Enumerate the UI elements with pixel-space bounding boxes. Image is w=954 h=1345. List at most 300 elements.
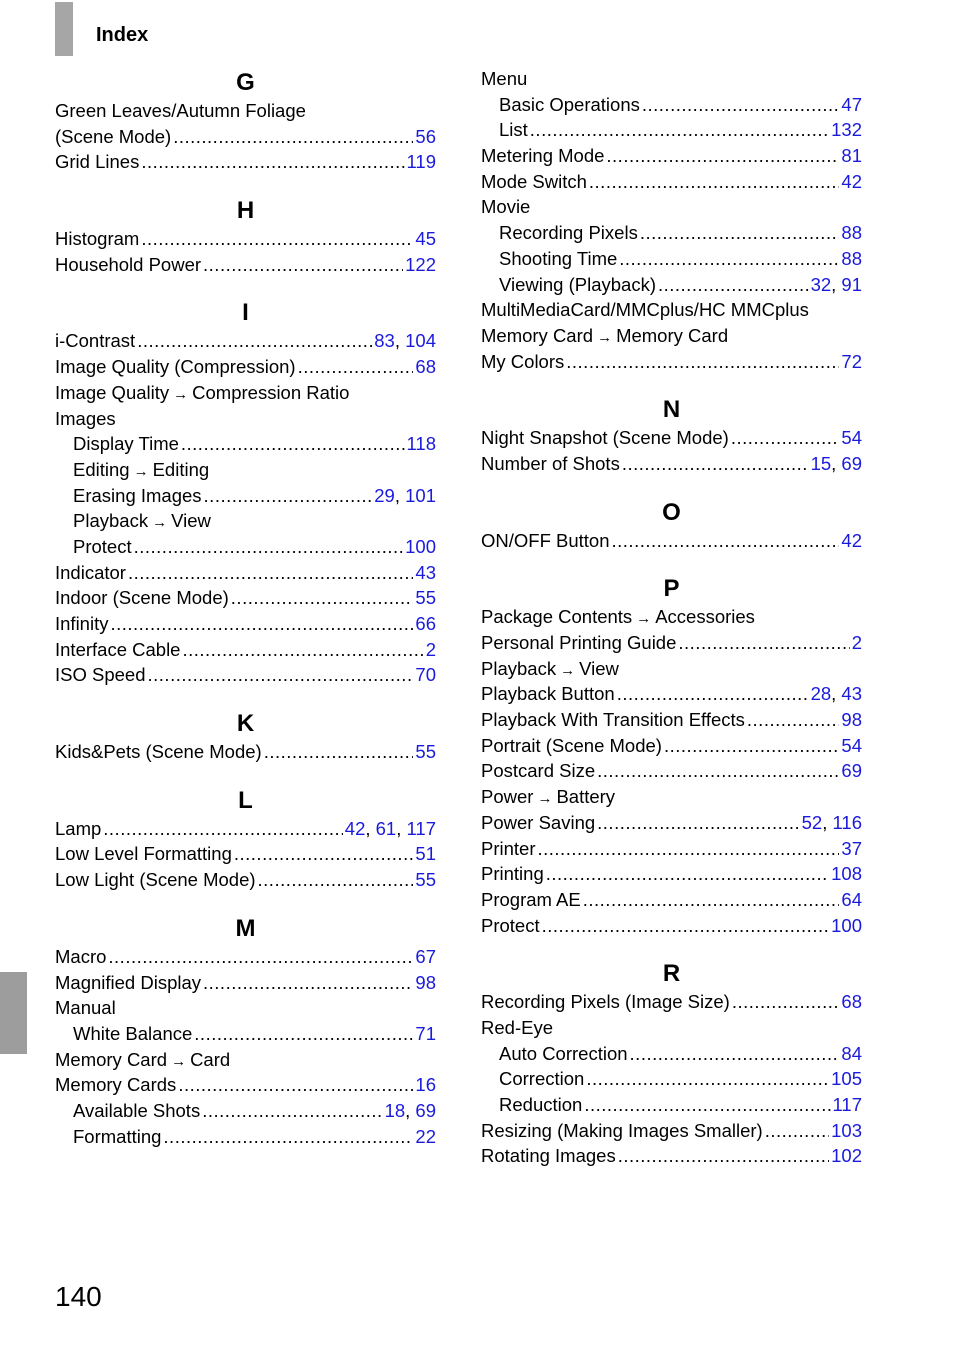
- page-link[interactable]: 16: [415, 1074, 436, 1096]
- entry-name: Images: [55, 407, 116, 429]
- leader-dots: [731, 425, 840, 451]
- index-entry: [481, 604, 862, 630]
- page-refs: 28, 43: [810, 683, 862, 705]
- index-entry: [481, 272, 862, 298]
- see-reference: Card: [190, 1048, 231, 1070]
- section-letter: L: [238, 786, 253, 814]
- index-entry: [481, 528, 862, 554]
- page-link[interactable]: 70: [415, 664, 436, 686]
- page-link[interactable]: 88: [841, 222, 862, 244]
- entry-name: Lamp: [55, 817, 102, 839]
- entry-name: Macro: [55, 945, 107, 967]
- index-entry: [481, 1118, 862, 1144]
- entry-name: Correction: [499, 1068, 585, 1090]
- page-refs: [407, 431, 437, 457]
- entry-name: ON/OFF Button: [481, 529, 610, 551]
- leader-dots: [642, 92, 840, 118]
- see-reference: Memory Card: [616, 324, 729, 346]
- entry-name: Magnified Display: [55, 971, 202, 993]
- index-entry: [55, 662, 436, 688]
- index-entry: [55, 252, 436, 278]
- index-entry: [55, 149, 436, 175]
- page-link[interactable]: 103: [831, 1119, 862, 1141]
- index-entry: [55, 328, 436, 354]
- index-entry: [55, 1047, 436, 1073]
- page-link[interactable]: 84: [841, 1042, 862, 1064]
- page-refs: [841, 528, 862, 554]
- see-reference: Accessories: [655, 606, 755, 628]
- entry-name: Interface Cable: [55, 638, 181, 660]
- page-refs: [831, 1066, 862, 1092]
- see-arrow-icon: →: [171, 1052, 187, 1070]
- page-refs: [426, 637, 436, 663]
- leader-dots: [538, 836, 840, 862]
- leader-dots: [678, 630, 849, 656]
- page-refs: [407, 149, 437, 175]
- index-entry: [481, 169, 862, 195]
- page-link[interactable]: 47: [841, 93, 862, 115]
- page-link[interactable]: 118: [406, 433, 436, 455]
- page-link[interactable]: 55: [415, 587, 436, 609]
- page-refs: [415, 1072, 436, 1098]
- entry-name: Recording Pixels: [499, 222, 638, 244]
- page-link[interactable]: 122: [405, 253, 436, 275]
- leader-dots: [103, 816, 343, 842]
- page-refs: 42, 61, 117: [344, 817, 436, 839]
- page-link[interactable]: 72: [841, 350, 862, 372]
- page-refs: [831, 1118, 862, 1144]
- entry-name: Indicator: [55, 561, 126, 583]
- leader-dots: [231, 585, 414, 611]
- see-arrow-icon: →: [133, 462, 149, 480]
- leader-dots: [584, 1092, 830, 1118]
- leader-dots: [619, 246, 839, 272]
- index-entry: [481, 194, 862, 220]
- index-entry: [55, 970, 436, 996]
- entry-name: Movie: [481, 196, 531, 218]
- entry-name: My Colors: [481, 350, 565, 372]
- entry-name: Protect: [481, 914, 540, 936]
- entry-name: Shooting Time: [499, 247, 618, 269]
- leader-dots: [141, 226, 413, 252]
- leader-dots: [173, 124, 413, 150]
- header-bar: [55, 2, 73, 56]
- entry-name: Portrait (Scene Mode): [481, 734, 662, 756]
- page-refs: [841, 246, 862, 272]
- page-link[interactable]: 42: [841, 529, 862, 551]
- leader-dots: [586, 1066, 829, 1092]
- page-link[interactable]: 28: [810, 683, 832, 705]
- page-link[interactable]: 55: [415, 869, 436, 891]
- entry-name: Night Snapshot (Scene Mode): [481, 427, 729, 449]
- index-entry: [55, 508, 436, 534]
- leader-dots: [617, 681, 809, 707]
- page-refs: [833, 1092, 863, 1118]
- index-entry: [55, 944, 436, 970]
- index-entry: [481, 349, 862, 375]
- index-entry: [55, 354, 436, 380]
- entry-name: i-Contrast: [55, 330, 136, 352]
- page-refs: [415, 867, 436, 893]
- index-entry: [55, 406, 436, 432]
- leader-dots: [546, 861, 829, 887]
- entry-name: Image Quality: [55, 381, 170, 403]
- index-entry: [481, 92, 862, 118]
- page-refs: 32, 91: [810, 273, 862, 295]
- page-refs: [831, 1143, 862, 1169]
- page-link[interactable]: 98: [415, 971, 436, 993]
- page-link[interactable]: 69: [415, 1099, 436, 1121]
- leader-dots: [258, 867, 414, 893]
- index-entry: [481, 810, 862, 836]
- index-entry: [481, 707, 862, 733]
- page-link[interactable]: 54: [841, 427, 862, 449]
- page-refs: 15, 69: [810, 452, 862, 474]
- index-entry: [55, 611, 436, 637]
- page-refs: [415, 124, 436, 150]
- page-link[interactable]: 43: [841, 683, 862, 705]
- index-entry: [481, 1143, 862, 1169]
- leader-dots: [640, 220, 840, 246]
- leader-dots: [203, 252, 403, 278]
- page-link[interactable]: 52: [801, 811, 823, 833]
- entry-name: Playback Button: [481, 683, 615, 705]
- leader-dots: [566, 349, 839, 375]
- leader-dots: [134, 534, 404, 560]
- section-letter: R: [662, 960, 681, 988]
- entry-name: Editing: [73, 458, 130, 480]
- page-refs: [405, 534, 436, 560]
- page-link[interactable]: 43: [415, 561, 436, 583]
- index-entry: [481, 1092, 862, 1118]
- page-refs: [415, 944, 436, 970]
- page-refs: [415, 970, 436, 996]
- index-entry: [481, 323, 862, 349]
- leader-dots: [234, 841, 414, 867]
- page-link[interactable]: 98: [841, 709, 862, 731]
- page-link[interactable]: 66: [415, 613, 436, 634]
- entry-name: Basic Operations: [499, 93, 640, 115]
- page-refs: [415, 1124, 436, 1150]
- index-entry: [481, 1041, 862, 1067]
- leader-dots: [264, 739, 414, 765]
- page-link[interactable]: 55: [415, 741, 436, 763]
- entry-name: Number of Shots: [481, 452, 620, 474]
- see-reference: View: [579, 657, 619, 679]
- page-link[interactable]: 105: [831, 1068, 862, 1090]
- entry-name: MultiMediaCard/MMCplus/HC MMCplus: [481, 299, 809, 321]
- entry-name: Image Quality (Compression): [55, 356, 296, 378]
- page-refs: [415, 585, 436, 611]
- entry-name: Green Leaves/Autumn Foliage: [55, 100, 306, 121]
- leader-dots: [597, 758, 839, 784]
- page-refs: 52, 116: [801, 811, 862, 833]
- see-arrow-icon: →: [597, 328, 613, 346]
- page-refs: [831, 117, 862, 143]
- page-link[interactable]: 42: [344, 817, 366, 839]
- page-link[interactable]: 37: [841, 837, 862, 859]
- index-entry: [55, 585, 436, 611]
- section-letter: O: [662, 498, 681, 526]
- leader-dots: [630, 1041, 840, 1067]
- side-tab: [0, 972, 27, 1054]
- see-reference: View: [171, 510, 211, 532]
- page-link[interactable]: 2: [851, 632, 862, 653]
- page-refs: [841, 169, 862, 195]
- page-refs: [841, 143, 862, 169]
- index-entry: [55, 560, 436, 586]
- page-link[interactable]: 29: [374, 484, 395, 506]
- leader-dots: [128, 560, 413, 586]
- leader-dots: [589, 169, 840, 195]
- leader-dots: [194, 1021, 413, 1047]
- index-entry: [55, 98, 436, 124]
- page-link[interactable]: 101: [405, 484, 436, 506]
- index-entry: [481, 758, 862, 784]
- page-refs: [405, 252, 436, 278]
- entry-name: Viewing (Playback): [499, 273, 656, 295]
- index-entry: [481, 861, 862, 887]
- page-refs: [831, 861, 862, 887]
- leader-dots: [298, 354, 414, 380]
- entry-name: List: [499, 119, 528, 141]
- leader-dots: [181, 431, 405, 457]
- page-link[interactable]: 56: [415, 125, 436, 147]
- index-entry: [55, 380, 436, 406]
- index-entry: [55, 867, 436, 893]
- entry-name: Printing: [481, 863, 544, 885]
- page-refs: [841, 220, 862, 246]
- entry-name: White Balance: [73, 1022, 193, 1044]
- entry-name: Mode Switch: [481, 170, 587, 192]
- index-entry: [481, 630, 862, 656]
- entry-name: Indoor (Scene Mode): [55, 587, 229, 609]
- leader-dots: [597, 810, 799, 836]
- page-refs: [415, 226, 436, 252]
- index-entry: [481, 220, 862, 246]
- leader-dots: [141, 149, 404, 175]
- page-refs: [841, 836, 862, 862]
- entry-name: Rotating Images: [481, 1145, 616, 1167]
- page-link[interactable]: 119: [406, 151, 436, 173]
- entry-name: Display Time: [73, 433, 179, 455]
- entry-name: Available Shots: [73, 1099, 201, 1121]
- page-refs: [831, 913, 862, 939]
- page-link[interactable]: 64: [841, 888, 862, 910]
- index-entry: [481, 836, 862, 862]
- page-link[interactable]: 132: [831, 119, 862, 141]
- page-refs: [415, 662, 436, 688]
- index-entry: [481, 784, 862, 810]
- index-entry: [55, 431, 436, 457]
- page-link[interactable]: 88: [841, 247, 862, 269]
- entry-name: Playback With Transition Effects: [481, 709, 745, 731]
- page-refs: 18, 69: [384, 1099, 436, 1121]
- entry-name: Low Level Formatting: [55, 843, 232, 865]
- index-entry: [481, 913, 862, 939]
- index-column-right: [481, 66, 862, 1169]
- page-link[interactable]: 117: [406, 817, 436, 839]
- see-arrow-icon: →: [152, 514, 168, 532]
- entry-name: Reduction: [499, 1094, 583, 1115]
- index-entry: [55, 457, 436, 483]
- index-entry: [481, 681, 862, 707]
- see-reference: Editing: [152, 458, 210, 480]
- page-refs: [841, 733, 862, 759]
- page-link[interactable]: 22: [415, 1125, 436, 1147]
- page-link[interactable]: 116: [832, 811, 862, 833]
- entry-name: Household Power: [55, 253, 202, 275]
- entry-name: Playback: [481, 657, 557, 679]
- leader-dots: [664, 733, 839, 759]
- page-link[interactable]: 42: [841, 170, 862, 192]
- index-entry: [55, 816, 436, 842]
- index-entry: [481, 887, 862, 913]
- index-entry: [481, 1066, 862, 1092]
- section-letter: N: [662, 396, 681, 424]
- page-link[interactable]: 68: [415, 356, 436, 378]
- page-refs: [415, 1021, 436, 1047]
- leader-dots: [148, 662, 414, 688]
- page-title: Index: [96, 24, 149, 46]
- page-refs: [841, 425, 862, 451]
- entry-name: Grid Lines: [55, 151, 140, 173]
- leader-dots: [530, 117, 829, 143]
- index-entry: [55, 739, 436, 765]
- entry-name: Playback: [73, 510, 149, 532]
- page-link[interactable]: 100: [405, 535, 436, 557]
- page-link[interactable]: 51: [415, 843, 436, 865]
- page-link[interactable]: 67: [415, 945, 436, 967]
- entry-name: Erasing Images: [73, 484, 202, 506]
- entry-name: Personal Printing Guide: [481, 632, 677, 653]
- page-link[interactable]: 15: [810, 452, 832, 474]
- leader-dots: [658, 272, 809, 298]
- entry-name: Metering Mode: [481, 145, 605, 167]
- page-link[interactable]: 32: [810, 273, 832, 295]
- leader-dots: [182, 637, 423, 663]
- page-link[interactable]: 18: [384, 1099, 406, 1121]
- page-refs: [852, 630, 862, 656]
- see-arrow-icon: →: [636, 610, 652, 628]
- page-link[interactable]: 68: [841, 991, 862, 1013]
- leader-dots: [612, 528, 840, 554]
- index-entry: [481, 733, 862, 759]
- leader-dots: [583, 887, 840, 913]
- page-refs: [841, 989, 862, 1015]
- entry-name: Kids&Pets (Scene Mode): [55, 741, 262, 763]
- page-link[interactable]: 91: [841, 273, 862, 295]
- page-link[interactable]: 108: [831, 863, 862, 885]
- entry-name: Memory Cards: [55, 1074, 177, 1096]
- leader-dots: [204, 483, 373, 509]
- page-link[interactable]: 71: [415, 1022, 436, 1044]
- page-link[interactable]: 2: [425, 638, 436, 660]
- see-reference: Battery: [556, 786, 616, 808]
- page-link[interactable]: 61: [375, 817, 397, 839]
- leader-dots: [202, 1098, 382, 1124]
- page-link[interactable]: 54: [841, 734, 862, 756]
- index-entry: [481, 1015, 862, 1041]
- index-entry: [55, 226, 436, 252]
- page-refs: [415, 739, 436, 765]
- entry-name: Recording Pixels (Image Size): [481, 991, 730, 1013]
- page-link[interactable]: 69: [841, 760, 862, 782]
- entry-name: Postcard Size: [481, 760, 596, 782]
- entry-name: Infinity: [55, 613, 109, 634]
- page-refs: [841, 707, 862, 733]
- index-entry: [55, 637, 436, 663]
- section-letter: M: [235, 914, 256, 942]
- index-entry: [55, 995, 436, 1021]
- index-entry: [55, 534, 436, 560]
- page-refs: [841, 1041, 862, 1067]
- page-link[interactable]: 100: [831, 914, 862, 936]
- leader-dots: [747, 707, 840, 733]
- index-entry: [55, 841, 436, 867]
- entry-name: Red-Eye: [481, 1016, 553, 1038]
- page-link[interactable]: 104: [405, 330, 436, 352]
- section-letter: H: [236, 197, 255, 225]
- page-link[interactable]: 81: [841, 145, 862, 167]
- index-entry: [481, 656, 862, 682]
- page-link[interactable]: 69: [841, 452, 862, 474]
- index-entry: [481, 425, 862, 451]
- entry-name: Memory Card: [481, 324, 594, 346]
- entry-name: Histogram: [55, 228, 140, 250]
- page-refs: [415, 611, 436, 637]
- page-link[interactable]: 83: [374, 330, 395, 352]
- page-link[interactable]: 45: [415, 228, 436, 250]
- entry-name: Menu: [481, 68, 528, 89]
- entry-name: ISO Speed: [55, 664, 146, 686]
- entry-name: Formatting: [73, 1125, 162, 1147]
- leader-dots: [622, 451, 809, 477]
- entry-name: Auto Correction: [499, 1042, 628, 1064]
- entry-name: Resizing (Making Images Smaller): [481, 1119, 763, 1141]
- entry-name: Power Saving: [481, 811, 596, 833]
- leader-dots: [618, 1143, 829, 1169]
- index-entry: [481, 451, 862, 477]
- section-letter: I: [242, 299, 249, 327]
- see-arrow-icon: →: [537, 790, 553, 808]
- page-refs: 83, 104: [374, 330, 436, 352]
- page-refs: [841, 92, 862, 118]
- page-refs: [415, 841, 436, 867]
- section-letter: P: [663, 575, 680, 603]
- page-number: 140: [55, 1281, 102, 1312]
- entry-name: Manual: [55, 997, 116, 1019]
- entry-name: Power: [481, 786, 534, 808]
- page-refs: 29, 101: [374, 484, 436, 506]
- index-entry: [481, 246, 862, 272]
- leader-dots: [178, 1072, 413, 1098]
- leader-dots: [542, 913, 830, 939]
- leader-dots: [203, 970, 413, 996]
- leader-dots: [110, 611, 413, 637]
- section-letter: K: [236, 710, 255, 738]
- leader-dots: [163, 1124, 413, 1150]
- index-entry: [481, 117, 862, 143]
- index-entry: [481, 66, 862, 92]
- page-link[interactable]: 102: [831, 1145, 862, 1167]
- index-entry: [55, 124, 436, 150]
- index-entry: [55, 1072, 436, 1098]
- index-entry: [481, 143, 862, 169]
- leader-dots: [137, 328, 372, 354]
- page-link[interactable]: 117: [832, 1094, 862, 1115]
- index-entry: [55, 1021, 436, 1047]
